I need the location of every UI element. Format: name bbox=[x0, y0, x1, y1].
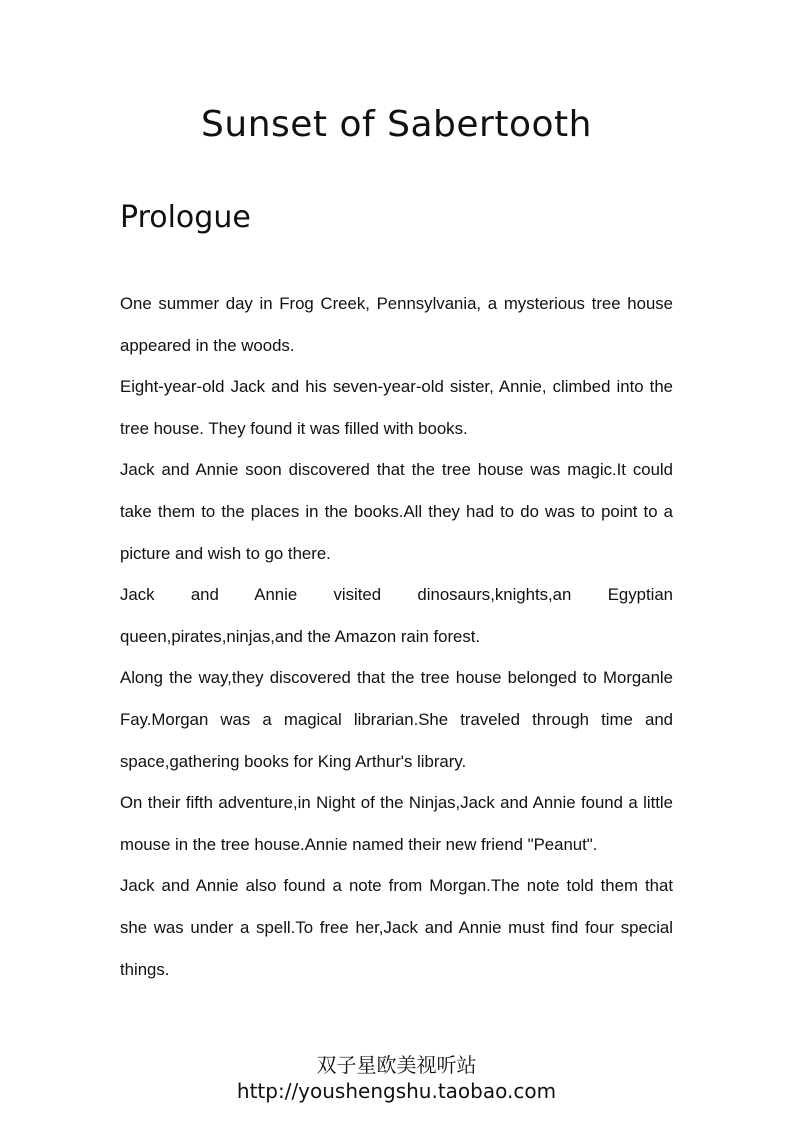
paragraph: Along the way,they discovered that the tree house belonged to Morganle Fay.Morgan was a magical librarian.She traveled through time and space,gathering books for King Arthur's library. bbox=[120, 668, 673, 771]
chapter-heading: Prologue bbox=[120, 200, 251, 235]
paragraph: On their fifth adventure,in Night of the Ninjas,Jack and Annie found a little mouse in the tree house.Annie named their new friend "Peanut". bbox=[120, 793, 673, 854]
paragraph: Eight-year-old Jack and his seven-year-old sister, Annie, climbed into the tree house. They found it was filled with books. bbox=[120, 377, 673, 438]
footer-url: http://youshengshu.taobao.com bbox=[236, 1079, 557, 1103]
document-title: Sunset of Sabertooth bbox=[201, 104, 592, 145]
paragraph: One summer day in Frog Creek, Pennsylvania, a mysterious tree house appeared in the woods. bbox=[120, 294, 673, 355]
footer-store-name: 双子星欧美视听站 bbox=[316, 1053, 477, 1077]
paragraph: Jack and Annie visited dinosaurs,knights,an Egyptian queen,pirates,ninjas,and the Amazon rain forest. bbox=[120, 585, 673, 646]
paragraph: Jack and Annie soon discovered that the tree house was magic.It could take them to the places in the books.All they had to do was to point to a picture and wish to go there. bbox=[120, 460, 673, 563]
paragraph: Jack and Annie also found a note from Morgan.The note told them that she was under a spell.To free her,Jack and Annie must find four special things. bbox=[120, 876, 673, 979]
page-footer bbox=[0, 1052, 793, 1104]
body-text bbox=[120, 283, 673, 990]
